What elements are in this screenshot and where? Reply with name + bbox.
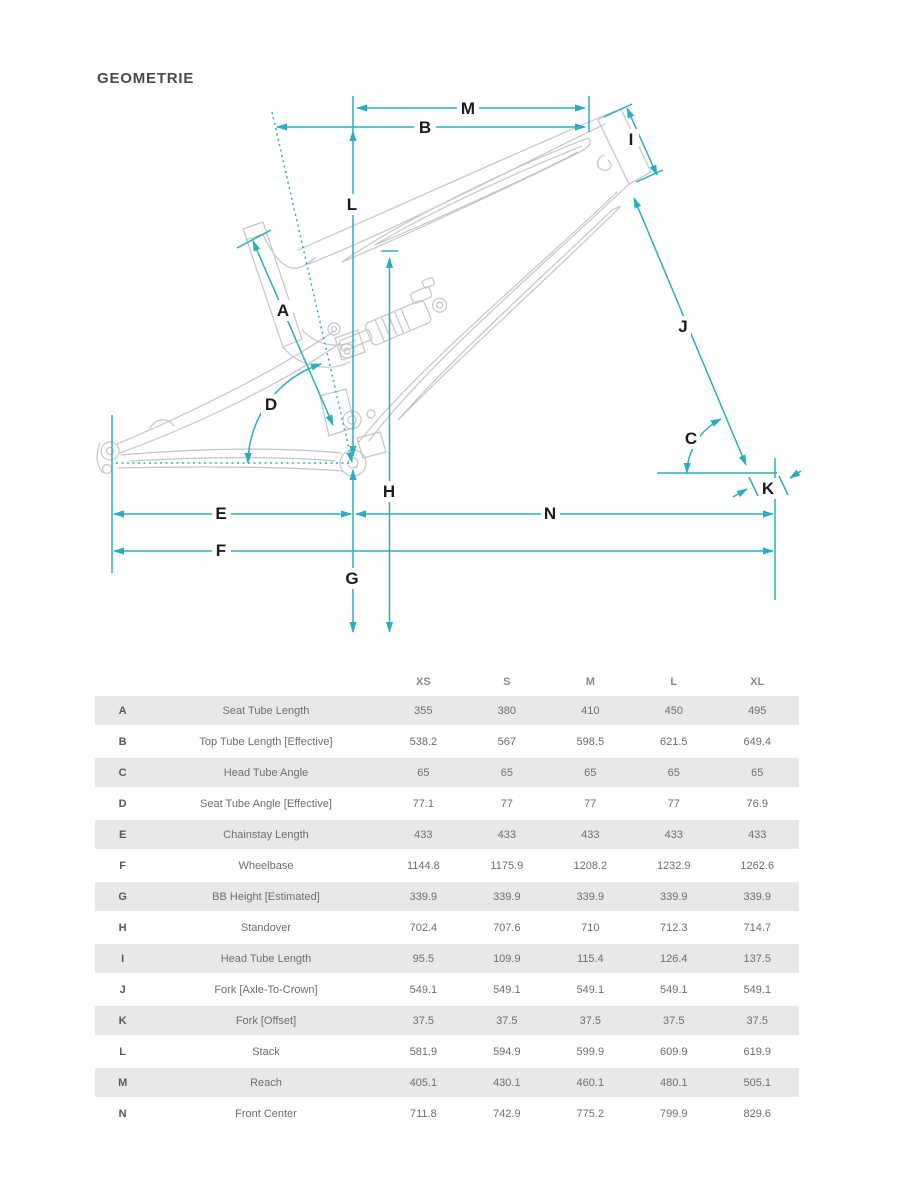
row-key: D (95, 789, 150, 820)
value-cell: 109.9 (465, 944, 548, 975)
value-cell: 433 (549, 820, 632, 851)
row-name: Fork [Axle-To-Crown] (150, 975, 381, 1006)
value-cell: 1208.2 (549, 851, 632, 882)
value-cell: 450 (632, 696, 715, 727)
row-name: Fork [Offset] (150, 1006, 381, 1037)
dim-label-h: H (382, 482, 396, 501)
table-row (95, 696, 799, 727)
row-key: A (95, 696, 150, 727)
dim-label-b: B (418, 118, 432, 137)
value-cell: 505.1 (716, 1068, 800, 1099)
value-cell: 1144.8 (382, 851, 465, 882)
row-key: K (95, 1006, 150, 1037)
value-cell: 710 (549, 913, 632, 944)
value-cell: 77 (549, 789, 632, 820)
row-name: Stack (150, 1037, 381, 1068)
dim-arc-seat-angle (248, 364, 321, 463)
value-cell: 538.2 (382, 727, 465, 758)
value-cell: 37.5 (465, 1006, 548, 1037)
table-row (95, 1037, 799, 1068)
value-cell: 567 (465, 727, 548, 758)
value-cell: 480.1 (632, 1068, 715, 1099)
table-row (95, 789, 799, 820)
value-cell: 77 (465, 789, 548, 820)
value-cell: 65 (465, 758, 548, 789)
value-cell: 77.1 (382, 789, 465, 820)
value-cell: 598.5 (549, 727, 632, 758)
dim-label-c: C (684, 429, 698, 448)
chain-stay (121, 449, 341, 455)
seat-stay (117, 331, 334, 444)
value-cell: 430.1 (465, 1068, 548, 1099)
table-row (95, 882, 799, 913)
value-cell: 65 (632, 758, 715, 789)
row-name: Wheelbase (150, 851, 381, 882)
dim-label-d: D (264, 395, 278, 414)
dim-label-g: G (345, 569, 359, 588)
row-key: C (95, 758, 150, 789)
row-name: Head Tube Angle (150, 758, 381, 789)
value-cell: 460.1 (549, 1068, 632, 1099)
value-cell: 712.3 (632, 913, 715, 944)
row-key: I (95, 944, 150, 975)
size-header-s: S (503, 676, 511, 688)
value-cell: 649.4 (716, 727, 800, 758)
value-cell: 37.5 (382, 1006, 465, 1037)
value-cell: 581.9 (382, 1037, 465, 1068)
dim-label-f: F (215, 541, 227, 560)
row-name: Chainstay Length (150, 820, 381, 851)
row-key: N (95, 1099, 150, 1130)
tick-fork-offset-1 (749, 477, 758, 496)
size-header-m: M (585, 676, 595, 688)
size-header-xl: XL (750, 676, 765, 688)
value-cell: 775.2 (549, 1099, 632, 1130)
value-cell: 711.8 (382, 1099, 465, 1130)
value-cell: 619.9 (716, 1037, 800, 1068)
tick-headtube-lower (636, 170, 663, 182)
table-row (95, 851, 799, 882)
dim-label-l: L (346, 195, 358, 214)
value-cell: 1262.6 (716, 851, 800, 882)
table-row (95, 1068, 799, 1099)
table-row (95, 944, 799, 975)
value-cell: 37.5 (549, 1006, 632, 1037)
geometry-table (95, 668, 799, 1130)
value-cell: 77 (632, 789, 715, 820)
row-key: H (95, 913, 150, 944)
value-cell: 599.9 (549, 1037, 632, 1068)
value-cell: 115.4 (549, 944, 632, 975)
value-cell: 829.6 (716, 1099, 800, 1130)
row-name: BB Height [Estimated] (150, 882, 381, 913)
value-cell: 707.6 (465, 913, 548, 944)
value-cell: 95.5 (382, 944, 465, 975)
value-cell: 37.5 (632, 1006, 715, 1037)
row-name: Top Tube Length [Effective] (150, 727, 381, 758)
table-row (95, 1006, 799, 1037)
value-cell: 76.9 (716, 789, 800, 820)
value-cell: 380 (465, 696, 548, 727)
size-header-xs: XS (416, 676, 431, 688)
table-row (95, 1099, 799, 1130)
row-name: Standover (150, 913, 381, 944)
value-cell: 594.9 (465, 1037, 548, 1068)
row-key: M (95, 1068, 150, 1099)
value-cell: 339.9 (549, 882, 632, 913)
dim-label-a: A (276, 301, 290, 320)
cable-port (597, 155, 610, 170)
header-spacer (150, 668, 381, 696)
table-row (95, 975, 799, 1006)
value-cell: 549.1 (465, 975, 548, 1006)
dim-label-n: N (543, 504, 557, 523)
value-cell: 339.9 (632, 882, 715, 913)
row-key: G (95, 882, 150, 913)
bike-geometry-diagram (0, 88, 900, 648)
dim-label-k: K (761, 479, 775, 498)
value-cell: 742.9 (465, 1099, 548, 1130)
value-cell: 609.9 (632, 1037, 715, 1068)
value-cell: 65 (716, 758, 800, 789)
dim-arrow-offset-right (790, 471, 801, 478)
value-cell: 339.9 (716, 882, 800, 913)
value-cell: 65 (382, 758, 465, 789)
row-name: Seat Tube Angle [Effective] (150, 789, 381, 820)
value-cell: 433 (465, 820, 548, 851)
value-cell: 549.1 (716, 975, 800, 1006)
value-cell: 405.1 (382, 1068, 465, 1099)
top-tube (298, 111, 615, 250)
value-cell: 549.1 (632, 975, 715, 1006)
row-key: J (95, 975, 150, 1006)
axis-seat-tube-dashed (272, 112, 352, 462)
value-cell: 549.1 (382, 975, 465, 1006)
row-name: Reach (150, 1068, 381, 1099)
value-cell: 65 (549, 758, 632, 789)
rear-dropout (101, 442, 119, 460)
value-cell: 433 (632, 820, 715, 851)
value-cell: 433 (716, 820, 800, 851)
value-cell: 1175.9 (465, 851, 548, 882)
tick-fork-offset-2 (779, 476, 788, 495)
tick-seattube-top (237, 230, 271, 248)
table-row (95, 727, 799, 758)
dim-label-i: I (628, 130, 634, 149)
value-cell: 37.5 (716, 1006, 800, 1037)
value-cell: 495 (716, 696, 800, 727)
value-cell: 433 (382, 820, 465, 851)
bike-frame-drawing (97, 109, 651, 476)
value-cell: 339.9 (465, 882, 548, 913)
dim-label-m: M (460, 99, 476, 118)
size-header-l: L (670, 676, 678, 688)
row-key: F (95, 851, 150, 882)
value-cell: 702.4 (382, 913, 465, 944)
table-row (95, 820, 799, 851)
row-key: B (95, 727, 150, 758)
row-name: Front Center (150, 1099, 381, 1130)
header-spacer (95, 668, 150, 696)
value-cell: 799.9 (632, 1099, 715, 1130)
dim-label-e: E (215, 504, 227, 523)
row-name: Seat Tube Length (150, 696, 381, 727)
value-cell: 549.1 (549, 975, 632, 1006)
size-header-row (95, 668, 799, 696)
value-cell: 621.5 (632, 727, 715, 758)
row-key: E (95, 820, 150, 851)
value-cell: 410 (549, 696, 632, 727)
table-row (95, 913, 799, 944)
dim-label-j: J (678, 317, 688, 336)
value-cell: 714.7 (716, 913, 800, 944)
value-cell: 137.5 (716, 944, 800, 975)
value-cell: 1232.9 (632, 851, 715, 882)
value-cell: 355 (382, 696, 465, 727)
value-cell: 339.9 (382, 882, 465, 913)
value-cell: 126.4 (632, 944, 715, 975)
table-row (95, 758, 799, 789)
row-key: L (95, 1037, 150, 1068)
page-title: GEOMETRIE (97, 70, 195, 87)
dim-arrow-offset-left (733, 489, 747, 497)
row-name: Head Tube Length (150, 944, 381, 975)
